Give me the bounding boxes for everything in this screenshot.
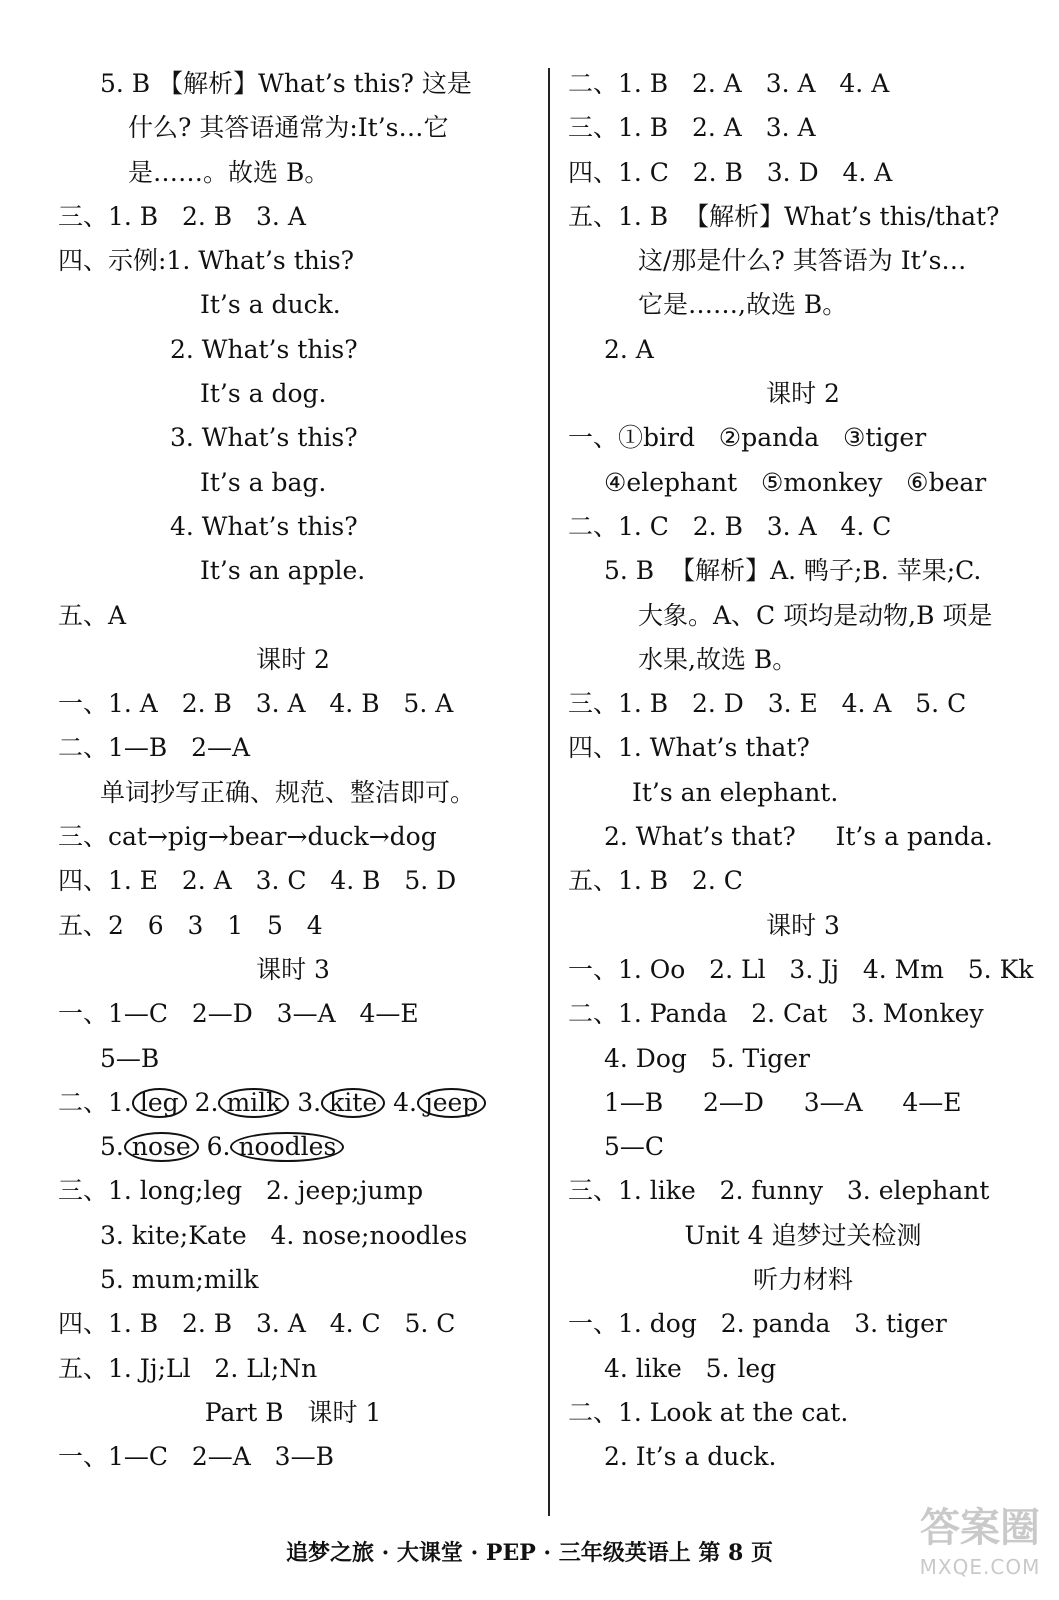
left-answer-line: 课时 2 [256, 644, 330, 674]
right-answer-line: 一、1. dog 2. panda 3. tiger [568, 1309, 947, 1339]
item-number: 6. [198, 1132, 231, 1162]
watermark-text: 答案圈 [920, 1505, 1040, 1551]
circled-word: jeep [417, 1088, 486, 1118]
left-answer-line: 五、A [58, 600, 127, 630]
right-answer-line: 二、1. Look at the cat. [568, 1397, 849, 1427]
right-answer-line: Unit 4 追梦过关检测 [684, 1220, 922, 1250]
right-answer-line: 三、1. B 2. A 3. A [568, 113, 816, 143]
item-number: 5. [100, 1132, 124, 1162]
right-answer-line: 5—C [604, 1132, 665, 1162]
watermark-url: MXQE.COM [919, 1555, 1041, 1579]
column-divider [548, 68, 550, 1516]
watermark-logo [915, 1502, 1045, 1592]
right-answer-line: 二、1. B 2. A 3. A 4. A [568, 69, 890, 98]
left-answer-line: 二、1—B 2—A [58, 733, 251, 763]
right-answer-line: ④elephant ⑤monkey ⑥bear [604, 467, 987, 497]
right-answer-line: 三、1. B 2. D 3. E 4. A 5. C [568, 689, 967, 719]
right-answer-line: 5. B 【解析】A. 鸭子;B. 苹果;C. [604, 556, 982, 586]
left-answer-line: It’s a duck. [200, 290, 341, 320]
right-answer-line: 水果,故选 B。 [638, 644, 798, 674]
right-answer-line: 三、1. like 2. funny 3. elephant [568, 1176, 990, 1206]
left-answer-line: 三、1. B 2. B 3. A [58, 201, 306, 231]
left-answer-line: It’s a bag. [200, 467, 327, 497]
left-answer-line: 2. What’s this? [170, 334, 358, 364]
circled-word: leg [132, 1088, 187, 1118]
left-answer-line: 5. mum;milk [100, 1265, 259, 1295]
left-answer-line: 5—B [100, 1043, 160, 1073]
left-answer-line: 3. kite;Kate 4. nose;noodles [100, 1220, 468, 1250]
right-answer-line: 它是……,故选 B。 [638, 290, 848, 320]
left-answer-line: It’s a dog. [200, 379, 327, 409]
page-footer: 追梦之旅 · 大课堂 · PEP · 三年级英语上 第 8 页 [285, 1540, 774, 1566]
right-answer-line: 2. A [604, 334, 654, 364]
item-number: 2. [186, 1087, 219, 1117]
item-number: 4. [385, 1087, 417, 1117]
left-answer-line: 四、1. E 2. A 3. C 4. B 5. D [58, 866, 457, 896]
left-answer-line: 三、1. long;leg 2. jeep;jump [58, 1176, 424, 1206]
right-answer-line: 4. like 5. leg [604, 1353, 777, 1383]
left-answer-line [58, 1081, 528, 1125]
left-answer-line: 四、示例:1. What’s this? [58, 246, 355, 276]
left-answer-line: 课时 3 [256, 954, 330, 984]
left-answer-line: 一、1—C 2—D 3—A 4—E [58, 999, 419, 1029]
left-answer-line: 一、1. A 2. B 3. A 4. B 5. A [58, 689, 454, 719]
right-answer-line: 课时 3 [766, 910, 840, 940]
right-answer-line: 听力材料 [752, 1265, 853, 1295]
left-answer-line: 4. What’s this? [170, 511, 358, 541]
circled-word: kite [321, 1088, 385, 1118]
circled-word: milk [218, 1088, 289, 1118]
right-answer-line: 2. What’s that? It’s a panda. [604, 822, 993, 852]
right-answer-line: 2. It’s a duck. [604, 1442, 777, 1472]
left-answer-line: It’s an apple. [200, 556, 366, 586]
right-answer-line: 五、1. B 2. C [568, 866, 743, 896]
right-answer-line: 二、1. C 2. B 3. A 4. C [568, 511, 892, 541]
left-answer-line: 是……。故选 B。 [128, 157, 330, 187]
left-answer-line: 单词抄写正确、规范、整洁即可。 [100, 777, 476, 807]
left-answer-line: 3. What’s this? [170, 423, 358, 453]
item-number: 二、1. [58, 1087, 132, 1117]
item-number: 3. [289, 1087, 322, 1117]
right-answer-line: 4. Dog 5. Tiger [604, 1043, 810, 1073]
left-column [58, 62, 528, 1480]
right-answer-line: 四、1. What’s that? [568, 733, 810, 763]
left-answer-line: Part B 课时 1 [204, 1397, 382, 1427]
right-answer-line: 五、1. B 【解析】What’s this/that? [568, 201, 1000, 231]
right-answer-line: 大象。A、C 项均是动物,B 项是 [638, 600, 993, 630]
right-answer-line: 一、1. Oo 2. Ll 3. Jj 4. Mm 5. Kk [568, 954, 1034, 984]
right-answer-line: 这/那是什么? 其答语为 It’s… [638, 246, 967, 276]
circled-word: noodles [230, 1132, 344, 1162]
right-answer-line: 一、①bird ②panda ③tiger [568, 423, 927, 453]
left-answer-line: 四、1. B 2. B 3. A 4. C 5. C [58, 1309, 456, 1339]
left-answer-line: 三、cat→pig→bear→duck→dog [58, 822, 437, 852]
right-answer-line: 课时 2 [766, 379, 840, 409]
right-answer-line: 四、1. C 2. B 3. D 4. A [568, 157, 893, 187]
right-column [568, 62, 1038, 1480]
right-answer-line: It’s an elephant. [632, 777, 839, 807]
right-answer-line: 1—B 2—D 3—A 4—E [604, 1087, 962, 1117]
left-answer-line: 五、2 6 3 1 5 4 [58, 910, 323, 940]
left-answer-line: 一、1—C 2—A 3—B [58, 1442, 334, 1472]
left-answer-line [58, 1125, 528, 1169]
left-answer-line: 5. B 【解析】What’s this? 这是 [100, 69, 472, 98]
circled-word: nose [124, 1132, 199, 1162]
left-answer-line: 什么? 其答语通常为:It’s…它 [128, 113, 449, 143]
left-answer-line: 五、1. Jj;Ll 2. Ll;Nn [58, 1353, 318, 1383]
right-answer-line: 二、1. Panda 2. Cat 3. Monkey [568, 999, 984, 1029]
